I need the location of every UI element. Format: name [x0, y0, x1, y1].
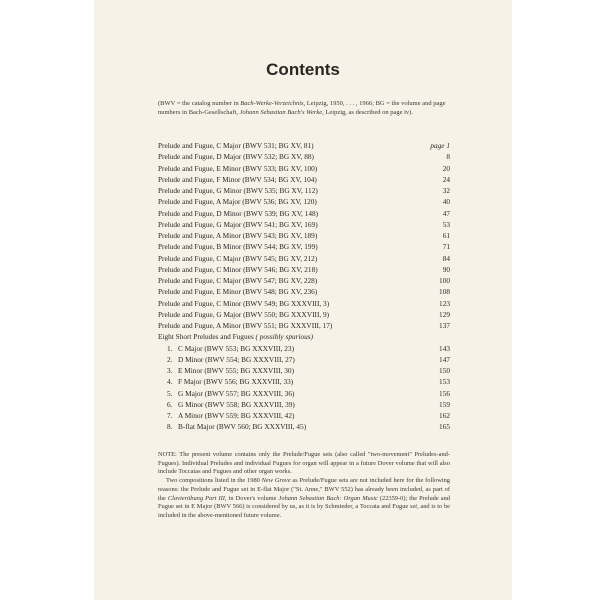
subentry-title: A Minor (BWV 559; BG XXXVIII, 42): [178, 411, 295, 420]
toc-entry: [158, 309, 450, 320]
subentry-title: C Major (BWV 553; BG XXXVIII, 23): [178, 343, 294, 353]
subentry-page: 165: [439, 422, 450, 432]
toc-entry: [158, 230, 450, 241]
toc-entry: [158, 286, 450, 297]
subentry-page: 150: [439, 366, 450, 375]
subentry-title-group: [167, 399, 295, 410]
entry-title: Prelude and Fugue, A Major (BWV 536; BG XV, 120): [158, 197, 317, 207]
entry-title: Prelude and Fugue, G Major (BWV 541; BG XV, 169): [158, 219, 318, 229]
toc-entry: [158, 241, 450, 252]
entry-page-number: 8: [446, 152, 450, 162]
subentry-number: 6.: [167, 399, 173, 409]
subentry-title-group: [167, 376, 293, 387]
toc-entry: [158, 320, 450, 331]
subentry-title-group: [167, 421, 306, 432]
entry-title: Prelude and Fugue, A Minor (BWV 551; BG XXXVIII, 17): [158, 321, 333, 330]
subentry-title-group: [167, 365, 294, 376]
toc-subentry: [158, 421, 450, 432]
entry-title: Prelude and Fugue, D Major (BWV 532; BG XV, 88): [158, 152, 314, 162]
subentry-title-group: [167, 343, 294, 354]
section-heading: Eight Short Preludes and Fugues ( possibly spurious): [158, 332, 314, 342]
note-paragraph-1: NOTE: The present volume contains only the Prelude/Fugue sets (also called "two-movement" Preludes-and-Fugues). Individual Preludes and individual Fugues for organ will appear in a future Dover volume that will also include Toccatas and Fugues and other organ works.: [158, 451, 450, 476]
entry-page-number: 108: [439, 287, 450, 297]
toc-entry: [158, 151, 450, 162]
subentry-number: 1.: [167, 343, 173, 353]
entry-page-number: 32: [442, 186, 450, 195]
document-page: [94, 0, 512, 600]
entry-page: [443, 196, 450, 207]
entry-title: Prelude and Fugue, F Minor (BWV 534; BG XV, 104): [158, 174, 317, 184]
toc-entry: [158, 196, 450, 207]
entry-page: [443, 241, 450, 252]
entry-title: Prelude and Fugue, C Major (BWV 531; BG XV, 81): [158, 141, 314, 150]
subentry-page: 156: [439, 388, 450, 398]
subentry-title: G Minor (BWV 558; BG XXXVIII, 39): [178, 399, 295, 409]
entry-page-number: 61: [442, 231, 450, 240]
toc-entry: [158, 140, 450, 151]
subentry-number: 8.: [167, 422, 173, 432]
entry-title: Prelude and Fugue, E Minor (BWV 548; BG XV, 236): [158, 287, 318, 297]
toc-entry: [158, 208, 450, 219]
toc-entry: [158, 264, 450, 275]
toc-subentries: [158, 343, 450, 433]
toc-entry: [158, 275, 450, 286]
subentry-page: 162: [439, 411, 450, 420]
subentry-number: 5.: [167, 388, 173, 398]
subentry-title: G Major (BWV 557; BG XXXVIII, 36): [178, 388, 295, 398]
subentry-number: 4.: [167, 377, 173, 387]
entry-page: [439, 275, 450, 286]
entry-page: [443, 163, 450, 174]
subentry-number: 3.: [167, 366, 173, 375]
entry-page-number: page 1: [430, 141, 450, 150]
toc-entry: [158, 298, 450, 309]
subentry-title: F Major (BWV 556; BG XXXVIII, 33): [178, 377, 294, 387]
subentry-title-group: [167, 354, 295, 365]
toc-entry: [158, 253, 450, 264]
subentry-page: 159: [439, 399, 450, 409]
subentry-number: 7.: [167, 411, 173, 420]
subentry-title-group: [167, 388, 294, 399]
subentry-number: 2.: [167, 354, 173, 364]
toc-subentry: [158, 354, 450, 365]
entry-page-number: 137: [439, 321, 450, 330]
note-paragraph-2: Two compositions listed in the 1980 New Grove as Prelude/Fugue sets are not included here for the following reasons: the Prelude and Fugue set in E-flat Major ("St. Anne," BWV 552) has already been included, as part of the Clavierübung Part III, in Dover's volume Johann Sebastian Bach: Organ Music (22359-0); the Prelude and Fugue set in E Major (BWV 566) is considered by us, as it is by Schmieder, a Toccata and Fugue set, and is to be included in the above-mentioned future volume.: [158, 477, 450, 519]
intro-note: (BWV = the catalog number in Bach-Werke-Verzeichnis, Leipzig, 1950, . . . , 1966; BG = the volume and page numbers in Bach-Gesellschaft, Johann Sebastian Bach's Werke, Leipzig, as described on page iv).: [158, 100, 446, 116]
entry-title: Prelude and Fugue, B Minor (BWV 544; BG XV, 199): [158, 242, 318, 252]
entry-page: [430, 140, 450, 151]
entry-page-number: 129: [439, 309, 450, 319]
toc-subentry: [158, 365, 450, 376]
toc-subentry: [158, 399, 450, 410]
entry-page-number: 20: [442, 163, 450, 173]
entry-page: [443, 264, 450, 275]
entry-page: [443, 185, 450, 196]
toc-entry: [158, 163, 450, 174]
entry-page-number: 71: [442, 242, 450, 252]
entry-page: [439, 309, 450, 320]
toc-entry: [158, 174, 450, 185]
entry-page: [439, 320, 450, 331]
toc-subentry: [158, 343, 450, 354]
entry-title: Prelude and Fugue, C Minor (BWV 549; BG XXXVIII, 3): [158, 298, 330, 308]
entry-page-number: 40: [442, 197, 450, 207]
entry-page-number: 53: [442, 219, 450, 229]
entry-page: [443, 219, 450, 230]
toc-entry: [158, 219, 450, 230]
entry-page-number: 24: [442, 174, 450, 184]
entry-page: [439, 298, 450, 309]
table-of-contents: [158, 140, 450, 433]
entry-title: Prelude and Fugue, E Minor (BWV 533; BG XV, 100): [158, 163, 318, 173]
page-title: Contents: [266, 60, 340, 79]
entry-title: Prelude and Fugue, C Minor (BWV 546; BG XV, 218): [158, 264, 318, 274]
toc-subentry: [158, 376, 450, 387]
entry-title: Prelude and Fugue, C Major (BWV 545; BG XV, 212): [158, 253, 318, 263]
subentry-title: E Minor (BWV 555; BG XXXVIII, 30): [178, 366, 294, 375]
entry-page-number: 84: [442, 253, 450, 263]
entry-title: Prelude and Fugue, D Minor (BWV 539; BG XV, 148): [158, 208, 319, 218]
entry-title: Prelude and Fugue, G Major (BWV 550; BG XXXVIII, 9): [158, 309, 330, 319]
entry-page: [439, 286, 450, 297]
entry-title: Prelude and Fugue, A Minor (BWV 543; BG XV, 189): [158, 231, 318, 240]
toc-subentry: [158, 410, 450, 421]
entry-page: [443, 208, 450, 219]
entry-title: Prelude and Fugue, G Minor (BWV 535; BG XV, 112): [158, 186, 318, 195]
entry-title: Prelude and Fugue, C Major (BWV 547; BG XV, 228): [158, 276, 318, 285]
subentry-title-group: [167, 410, 294, 421]
entry-page: [443, 230, 450, 241]
subentry-page: 147: [439, 354, 450, 364]
toc-entries: [158, 140, 450, 331]
toc-subentry: [158, 388, 450, 399]
entry-page: [443, 253, 450, 264]
footnote: [158, 451, 450, 521]
subentry-title: D Minor (BWV 554; BG XXXVIII, 27): [178, 354, 295, 364]
entry-page-number: 123: [439, 298, 450, 308]
entry-page-number: 47: [442, 208, 450, 218]
entry-page: [443, 174, 450, 185]
entry-page-number: 100: [439, 276, 450, 285]
subentry-page: 143: [439, 343, 450, 353]
entry-page-number: 90: [442, 264, 450, 274]
toc-entry: [158, 185, 450, 196]
subentry-title: B-flat Major (BWV 560; BG XXXVIII, 45): [178, 422, 307, 432]
entry-page: [446, 151, 450, 162]
subentry-page: 153: [439, 377, 450, 387]
